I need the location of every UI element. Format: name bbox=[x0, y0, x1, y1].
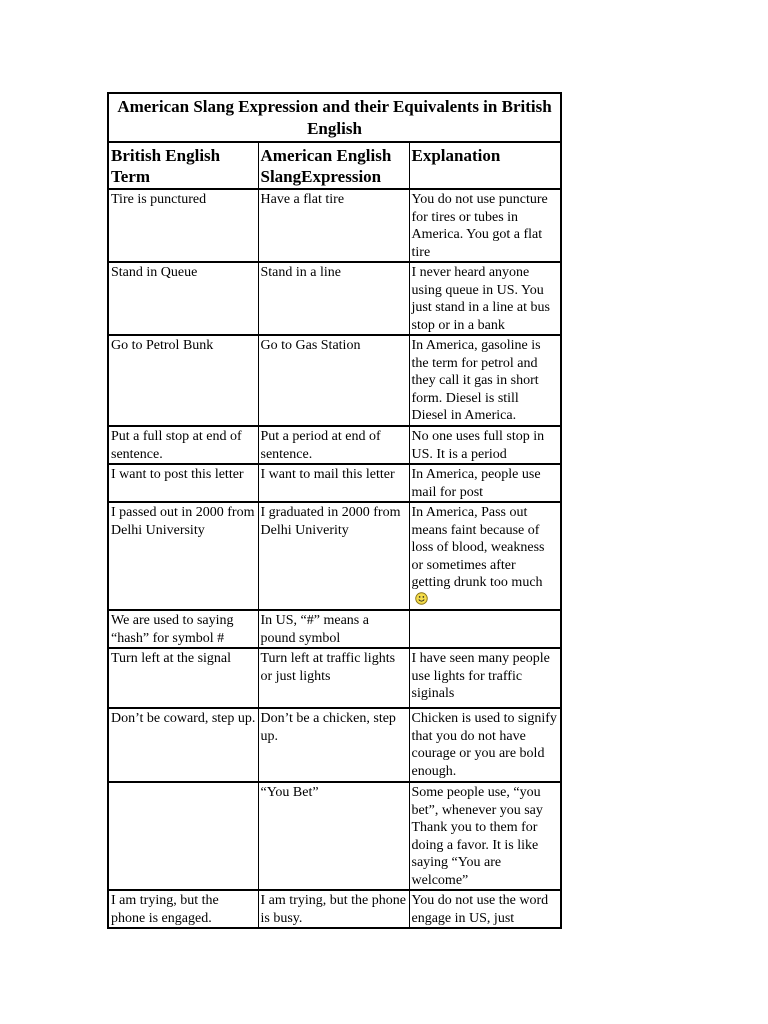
explanation-text: In America, Pass out means faint because of loss of blood, weakness or sometimes after getting drunk too much bbox=[411, 505, 545, 590]
american-expression-cell: Go to Gas Station bbox=[258, 335, 409, 426]
header-british-term: British English Term bbox=[108, 142, 258, 189]
header-american-expression: American English SlangExpression bbox=[258, 142, 409, 189]
table-title: American Slang Expression and their Equivalents in British English bbox=[108, 93, 561, 142]
table-row bbox=[108, 502, 561, 610]
explanation-cell: I never heard anyone using queue in US. You just stand in a line at bus stop or in a bank bbox=[409, 262, 561, 335]
british-term-cell: Stand in Queue bbox=[108, 262, 258, 335]
table-row bbox=[108, 782, 561, 890]
british-term-cell: Tire is punctured bbox=[108, 189, 258, 262]
american-expression-cell: I want to mail this letter bbox=[258, 464, 409, 502]
explanation-cell: No one uses full stop in US. It is a period bbox=[409, 426, 561, 464]
explanation-cell: In America, people use mail for post bbox=[409, 464, 561, 502]
american-expression-cell: Turn left at traffic lights or just lights bbox=[258, 648, 409, 708]
table-row bbox=[108, 262, 561, 335]
american-expression-cell: Don’t be a chicken, step up. bbox=[258, 708, 409, 782]
smiley-face-icon bbox=[415, 592, 428, 605]
american-expression-cell: “You Bet” bbox=[258, 782, 409, 890]
table-row bbox=[108, 708, 561, 782]
slang-table bbox=[107, 92, 562, 929]
british-term-cell: I passed out in 2000 from Delhi University bbox=[108, 502, 258, 610]
british-term-cell: Turn left at the signal bbox=[108, 648, 258, 708]
explanation-cell: In America, gasoline is the term for petrol and they call it gas in short form. Diesel is still Diesel in America. bbox=[409, 335, 561, 426]
british-term-cell: Don’t be coward, step up. bbox=[108, 708, 258, 782]
explanation-cell bbox=[409, 502, 561, 610]
title-row bbox=[108, 93, 561, 142]
table-row bbox=[108, 648, 561, 708]
table-row bbox=[108, 464, 561, 502]
table-row bbox=[108, 610, 561, 648]
british-term-cell: We are used to saying “hash” for symbol # bbox=[108, 610, 258, 648]
explanation-cell: You do not use puncture for tires or tubes in America. You got a flat tire bbox=[409, 189, 561, 262]
table-row bbox=[108, 890, 561, 928]
header-explanation: Explanation bbox=[409, 142, 561, 189]
explanation-cell bbox=[409, 610, 561, 648]
british-term-cell: I am trying, but the phone is engaged. bbox=[108, 890, 258, 928]
american-expression-cell: I am trying, but the phone is busy. bbox=[258, 890, 409, 928]
american-expression-cell: Put a period at end of sentence. bbox=[258, 426, 409, 464]
american-expression-cell: I graduated in 2000 from Delhi Univerity bbox=[258, 502, 409, 610]
explanation-cell: Chicken is used to signify that you do not have courage or you are bold enough. bbox=[409, 708, 561, 782]
explanation-cell: I have seen many people use lights for traffic siginals bbox=[409, 648, 561, 708]
american-expression-cell: In US, “#” means a pound symbol bbox=[258, 610, 409, 648]
table-row bbox=[108, 335, 561, 426]
british-term-cell: Put a full stop at end of sentence. bbox=[108, 426, 258, 464]
table-row bbox=[108, 426, 561, 464]
explanation-cell: Some people use, “you bet”, whenever you say Thank you to them for doing a favor. It is like saying “You are welcome” bbox=[409, 782, 561, 890]
american-expression-cell: Stand in a line bbox=[258, 262, 409, 335]
british-term-cell: I want to post this letter bbox=[108, 464, 258, 502]
american-expression-cell: Have a flat tire bbox=[258, 189, 409, 262]
british-term-cell: Go to Petrol Bunk bbox=[108, 335, 258, 426]
table-row bbox=[108, 189, 561, 262]
header-row bbox=[108, 142, 561, 189]
british-term-cell bbox=[108, 782, 258, 890]
explanation-cell: You do not use the word engage in US, just bbox=[409, 890, 561, 928]
